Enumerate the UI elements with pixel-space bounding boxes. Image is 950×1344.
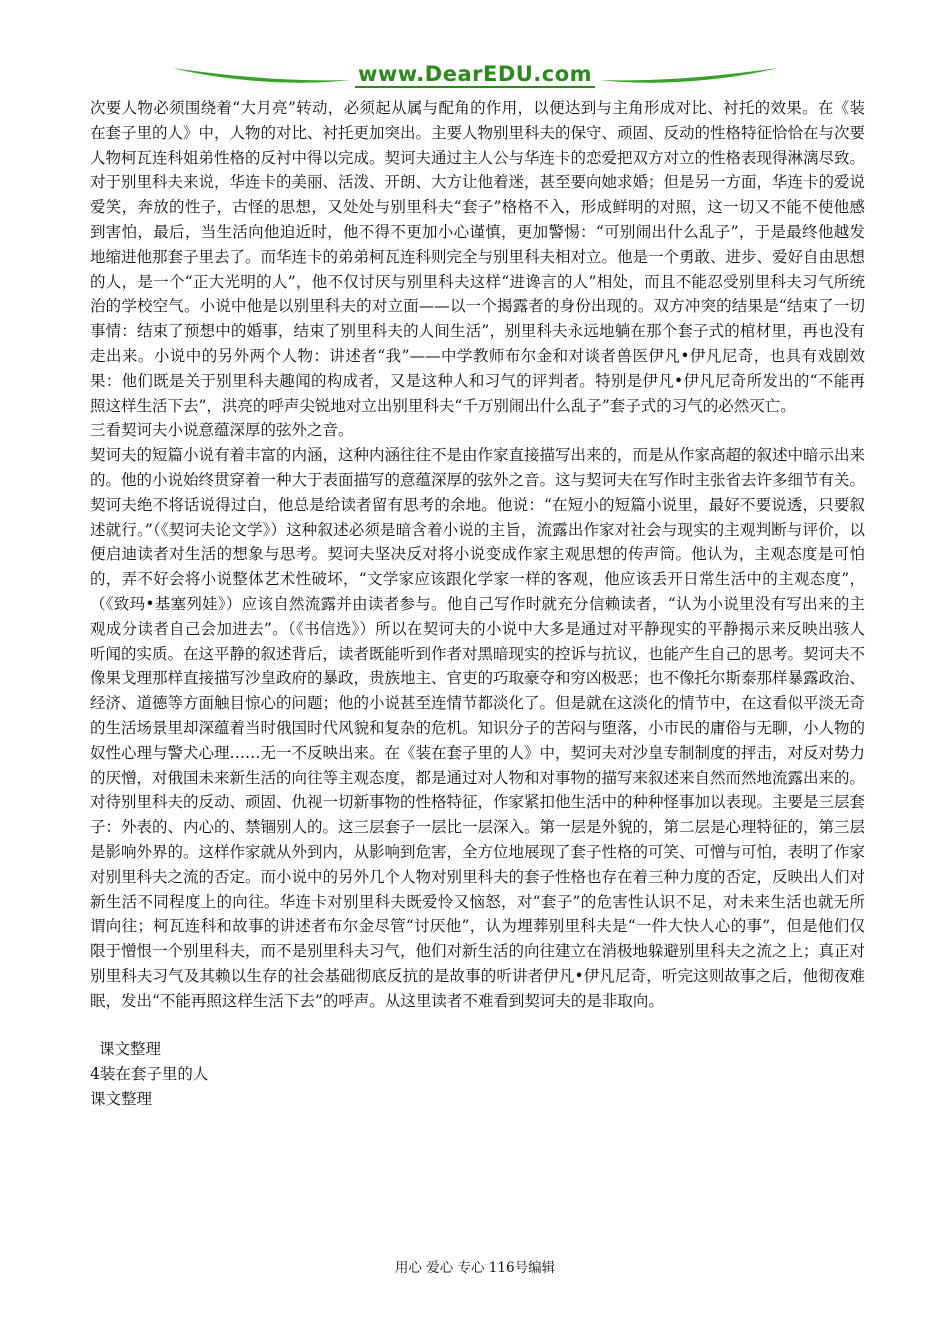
page-footer: 用心 爱心 专心 116号编辑	[394, 1260, 556, 1276]
paragraph-character-contrast: 次要人物必须围绕着“大月亮”转动，必须起从属与配角的作用，以便达到与主角形成对比、衬托的效果。在《装在套子里的人》中，人物的对比、衬托更加突出。主要人物别里科夫的保守、顽固、反动的性格特征恰恰在与次要人物柯瓦连科姐弟性格的反衬中得以完成。契诃夫通过主人公与华连卡的恋爱把双方对立的性格表现得淋漓尽致。对于别里科夫来说，华连卡的美丽、活泼、开朗、大方让他着迷，甚至要向她求婚；但是另一方面，华连卡的爱说爱笑，奔放的性子，古怪的思想，又处处与别里科夫“套子”格格不入，形成鲜明的对照，这一切又不能不使他感到害怕，最后，当生活向他迫近时，他不得不更加小心谨慎，更加警惕：“可别闹出什么乱子”，于是最终他越发地缩进他那套子里去了。而华连卡的弟弟柯瓦连科则完全与别里科夫相对立。他是一个勇敢、进步、爱好自由思想的人，是一个“正大光明的人”，他不仅讨厌与别里科夫这样“进谗言的人”相处，而且不能忍受别里科夫习气所统治的学校空气。小说中他是以别里科夫的对立面——以一个揭露者的身份出现的。双方冲突的结果是“结束了一切事情：结束了预想中的婚事，结束了别里科夫的人间生活”，别里科夫永远地躺在那个套子式的棺材里，再也没有走出来。小说中的另外两个人物：讲述者“我”——中学教师布尔金和对谈者兽医伊凡•伊凡尼奇，也具有戏剧效果：他们既是关于别里科夫趣闻的构成者，又是这种人和习气的评判者。特别是伊凡•伊凡尼奇所发出的“不能再照这样生活下去”，洪亮的呼声尖锐地对立出别里科夫“千万别闹出什么乱子”套子式的习气的必然灭亡。	[90, 99, 866, 415]
section-heading-3: 三看契诃夫小说意蕴深厚的弦外之音。	[90, 421, 354, 440]
site-header-banner	[170, 56, 780, 100]
section-label-lesson-notes: 课文整理	[99, 1040, 162, 1059]
paragraph-subtext: 契诃夫的短篇小说有着丰富的内涵，这种内涵往往不是由作家直接描写出来的，而是从作家高超的叙述中暗示出来的。他的小说始终贯穿着一种大于表面描写的意蕴深厚的弦外之音。这与契诃夫在写作时主张省去许多细节有关。契诃夫绝不将话说得过白，他总是给读者留有思考的余地。他说：“在短小的短篇小说里，最好不要说透，只要叙述就行。”（《契诃夫论文学》）这种叙述必须是暗含着小说的主旨，流露出作家对社会与现实的主观判断与评价，以便启迪读者对生活的想象与思考。契诃夫坚决反对将小说变成作家主观思想的传声筒。他认为，主观态度是可怕的，弄不好会将小说整体艺术性破坏，“文学家应该跟化学家一样的客观，他应该丢开日常生活中的主观态度”，（《致玛•基塞列娃》）应该自然流露并由读者参与。他自己写作时就充分信赖读者，“认为小说里没有写出来的主观成分读者自己会加进去”。（《书信选》）所以在契诃夫的小说中大多是通过对平静现实的平静揭示来反映出骇人听闻的实质。在这平静的叙述背后，读者既能听到作者对黑暗现实的控诉与抗议，也能产生自己的思考。契诃夫不像果戈理那样直接描写沙皇政府的暴政，贵族地主、官吏的巧取豪夺和穷凶极恶；也不像托尔斯泰那样暴露政治、经济、道德等方面触目惊心的问题；他的小说甚至连情节都淡化了。但是就在这淡化的情节中，在这看似平淡无奇的生活场景里却深蕴着当时俄国时代风貌和复杂的危机。知识分子的苦闷与堕落，小市民的庸俗与无聊，小人物的奴性心理与警犬心理……无一不反映出来。在《装在套子里的人》中，契诃夫对沙皇专制制度的抨击，对反对势力的厌憎，对俄国未来新生活的向往等主观态度，都是通过对人物和对事物的描写来叙述来自然而然地流露出来的。对待别里科夫的反动、顽固、仇视一切新事物的性格特征，作家紧扣他生活中的种种怪事加以表现。主要是三层套子：外表的、内心的、禁锢别人的。这三层套子一层比一层深入。第一层是外貌的，第二层是心理特征的，第三层是影响外界的。这样作家就从外到内，从影响到危害，全方位地展现了套子性格的可笑、可憎与可怕，表明了作家对别里科夫之流的否定。而小说中的另外几个人物对别里科夫的套子性格也存在着三种力度的否定，反映出人们对新生活不同程度上的向往。华连卡对别里科夫既爱怜又恼怒，对“套子”的危害性认识不足，对未来生活也就无所谓向往；柯瓦连科和故事的讲述者布尔金尽管“讨厌他”，认为埋葬别里科夫是“一件大快人心的事”，但是他们仅限于憎恨一个别里科夫，而不是别里科夫习气，他们对新生活的向往建立在消极地躲避别里科夫之流之上；真正对别里科夫习气及其赖以生存的社会基础彻底反抗的是故事的听讲者伊凡•伊凡尼奇，听完这则故事之后，他彻夜难眠，发出“不能再照这样生活下去”的呼声。从这里读者不难看到契诃夫的是非取向。	[90, 446, 866, 1010]
paragraph-gap	[90, 1013, 865, 1037]
section-label-lesson-notes-2: 课文整理	[90, 1090, 153, 1109]
document-body	[90, 96, 865, 1112]
site-logo-text: www.DearEDU.com	[357, 62, 593, 86]
lesson-title: 4装在套子里的人	[90, 1065, 209, 1084]
